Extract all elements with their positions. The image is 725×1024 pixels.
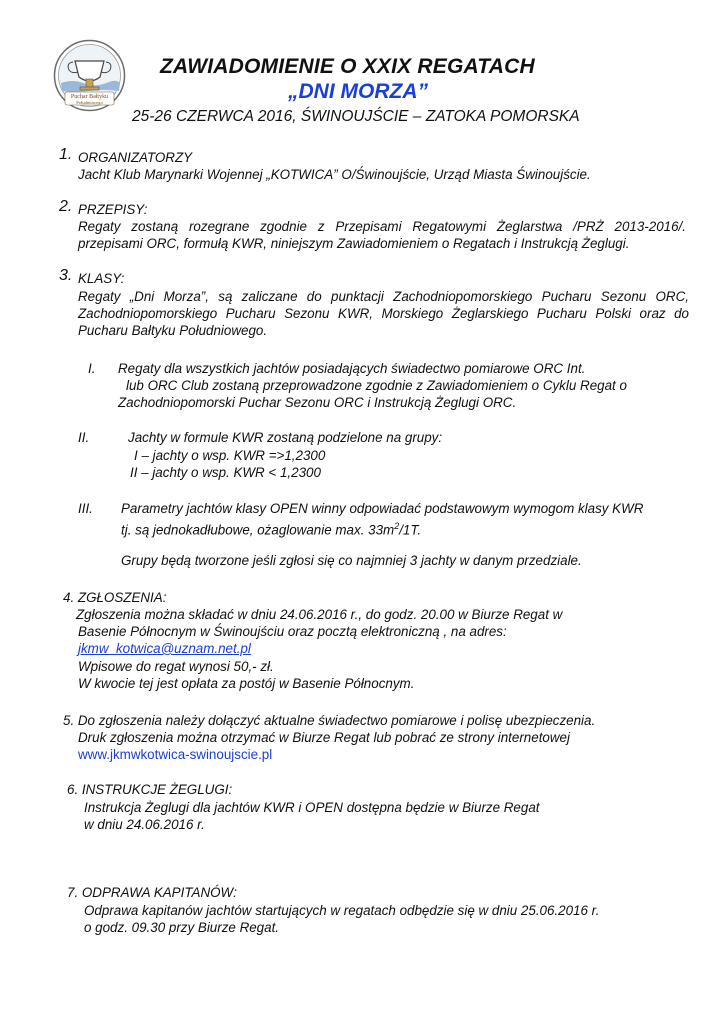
section-2-text-line1: Regaty zostaną rozegrane zgodnie z Przepisami Regatowymi Żeglarstwa /PRŻ 2013-2016/. — [78, 219, 686, 234]
section-3-number: 3. — [59, 267, 73, 284]
groups-note: Grupy będą tworzone jeśli zgłosi się co najmniej 3 jachty w danym przedziale. — [121, 553, 582, 568]
logo-emblem — [53, 39, 126, 112]
section-1-number: 1. — [59, 146, 73, 163]
subsection-iii-line2-end: /1T. — [399, 522, 422, 538]
section-4-heading: 4. ZGŁOSZENIA: — [63, 590, 167, 605]
subsection-i-number: I. — [88, 361, 96, 376]
subsection-iii-line2-text: tj. są jednokadłubowe, ożaglowanie max. 33m — [121, 522, 395, 538]
section-4-line1: Zgłoszenia można składać w dniu 24.06.2016 r., do godz. 20.00 w Biurze Regat w — [76, 607, 563, 622]
section-3-text-line3: Pucharu Bałtyku Południowego. — [78, 323, 268, 338]
section-1-heading: ORGANIZATORZY — [78, 150, 193, 165]
section-4-line4: W kwocie tej jest opłata za postój w Basenie Północnym. — [78, 676, 415, 691]
event-date-place: 25-26 CZERWCA 2016, ŚWINOUJŚCIE – ZATOKA POMORSKA — [132, 108, 580, 125]
section-6-line1: Instrukcja Żeglugi dla jachtów KWR i OPEN dostępna będzie w Biurze Regat — [84, 800, 540, 815]
email-link[interactable]: jkmw_kotwica@uznam.net.pl — [78, 641, 251, 656]
section-2-heading: PRZEPISY: — [78, 202, 148, 217]
subsection-ii-group1: I – jachty o wsp. KWR =>1,2300 — [134, 448, 326, 463]
subsection-i-line2: lub ORC Club zostaną przeprowadzone zgodnie z Zawiadomieniem o Cyklu Regat o — [126, 378, 627, 393]
subsection-ii-number: II. — [78, 430, 90, 445]
section-3-text-line1: Regaty „Dni Morza”, są zaliczane do punktacji Zachodniopomorskiego Pucharu Sezonu ORC, — [78, 289, 689, 304]
section-7-line1: Odprawa kapitanów jachtów startujących w regatach odbędzie się w dniu 25.06.2016 r. — [84, 903, 600, 918]
section-4-line2: Basenie Północnym w Świnoujściu oraz pocztą elektroniczną , na adres: — [78, 624, 507, 639]
subsection-ii-group2: II – jachty o wsp. KWR < 1,2300 — [130, 465, 321, 480]
section-4-line3: Wpisowe do regat wynosi 50,- zł. — [78, 659, 274, 674]
section-6-line2: w dniu 24.06.2016 r. — [84, 817, 205, 832]
section-6-heading: 6. INSTRUKCJE ŻEGLUGI: — [67, 782, 233, 797]
section-2-text-line2: przepisami ORC, formułą KWR, niniejszym Zawiadomieniem o Regatach i Instrukcją Żeglugi. — [78, 236, 630, 251]
subsection-i-line1: Regaty dla wszystkich jachtów posiadających świadectwo pomiarowe ORC Int. — [118, 361, 586, 376]
section-5-line1: 5. Do zgłoszenia należy dołączyć aktualne świadectwo pomiarowe i polisę ubezpieczenia. — [63, 713, 596, 728]
puchar-baltyku-logo — [53, 39, 126, 112]
superscript-2: 2 — [394, 521, 400, 531]
subsection-ii-line1: Jachty w formule KWR zostaną podzielone na grupy: — [128, 430, 443, 445]
subsection-iii-number: III. — [78, 501, 93, 516]
section-2-number: 2. — [59, 198, 73, 215]
subsection-iii-line2 — [121, 518, 421, 538]
section-3-text-line2: Zachodniopomorskiego Pucharu Sezonu KWR, Morskiego Żeglarskiego Pucharu Polski oraz do — [78, 306, 689, 321]
subsection-iii-line1: Parametry jachtów klasy OPEN winny odpowiadać podstawowym wymogom klasy KWR — [121, 501, 644, 516]
section-7-heading: 7. ODPRAWA KAPITANÓW: — [67, 885, 237, 900]
section-3-heading: KLASY: — [78, 271, 125, 286]
section-5-line2: Druk zgłoszenia można otrzymać w Biurze Regat lub pobrać ze strony internetowej — [78, 730, 570, 745]
logo-text-top: Puchar Bałtyku — [70, 94, 109, 100]
event-name: „DNI MORZA” — [288, 80, 428, 103]
page-title: ZAWIADOMIENIE O XXIX REGATACH — [160, 55, 535, 78]
section-1-text: Jacht Klub Marynarki Wojennej „KOTWICA” O/Świnoujście, Urząd Miasta Świnoujście. — [78, 167, 591, 182]
section-7-line2: o godz. 09.30 przy Biurze Regat. — [84, 920, 280, 935]
subsection-i-line3: Zachodniopomorski Puchar Sezonu ORC i Instrukcją Żeglugi ORC. — [118, 395, 517, 410]
logo-text-bottom: Południowego — [76, 100, 103, 105]
website-link[interactable]: www.jkmwkotwica-swinoujscie.pl — [78, 747, 273, 762]
